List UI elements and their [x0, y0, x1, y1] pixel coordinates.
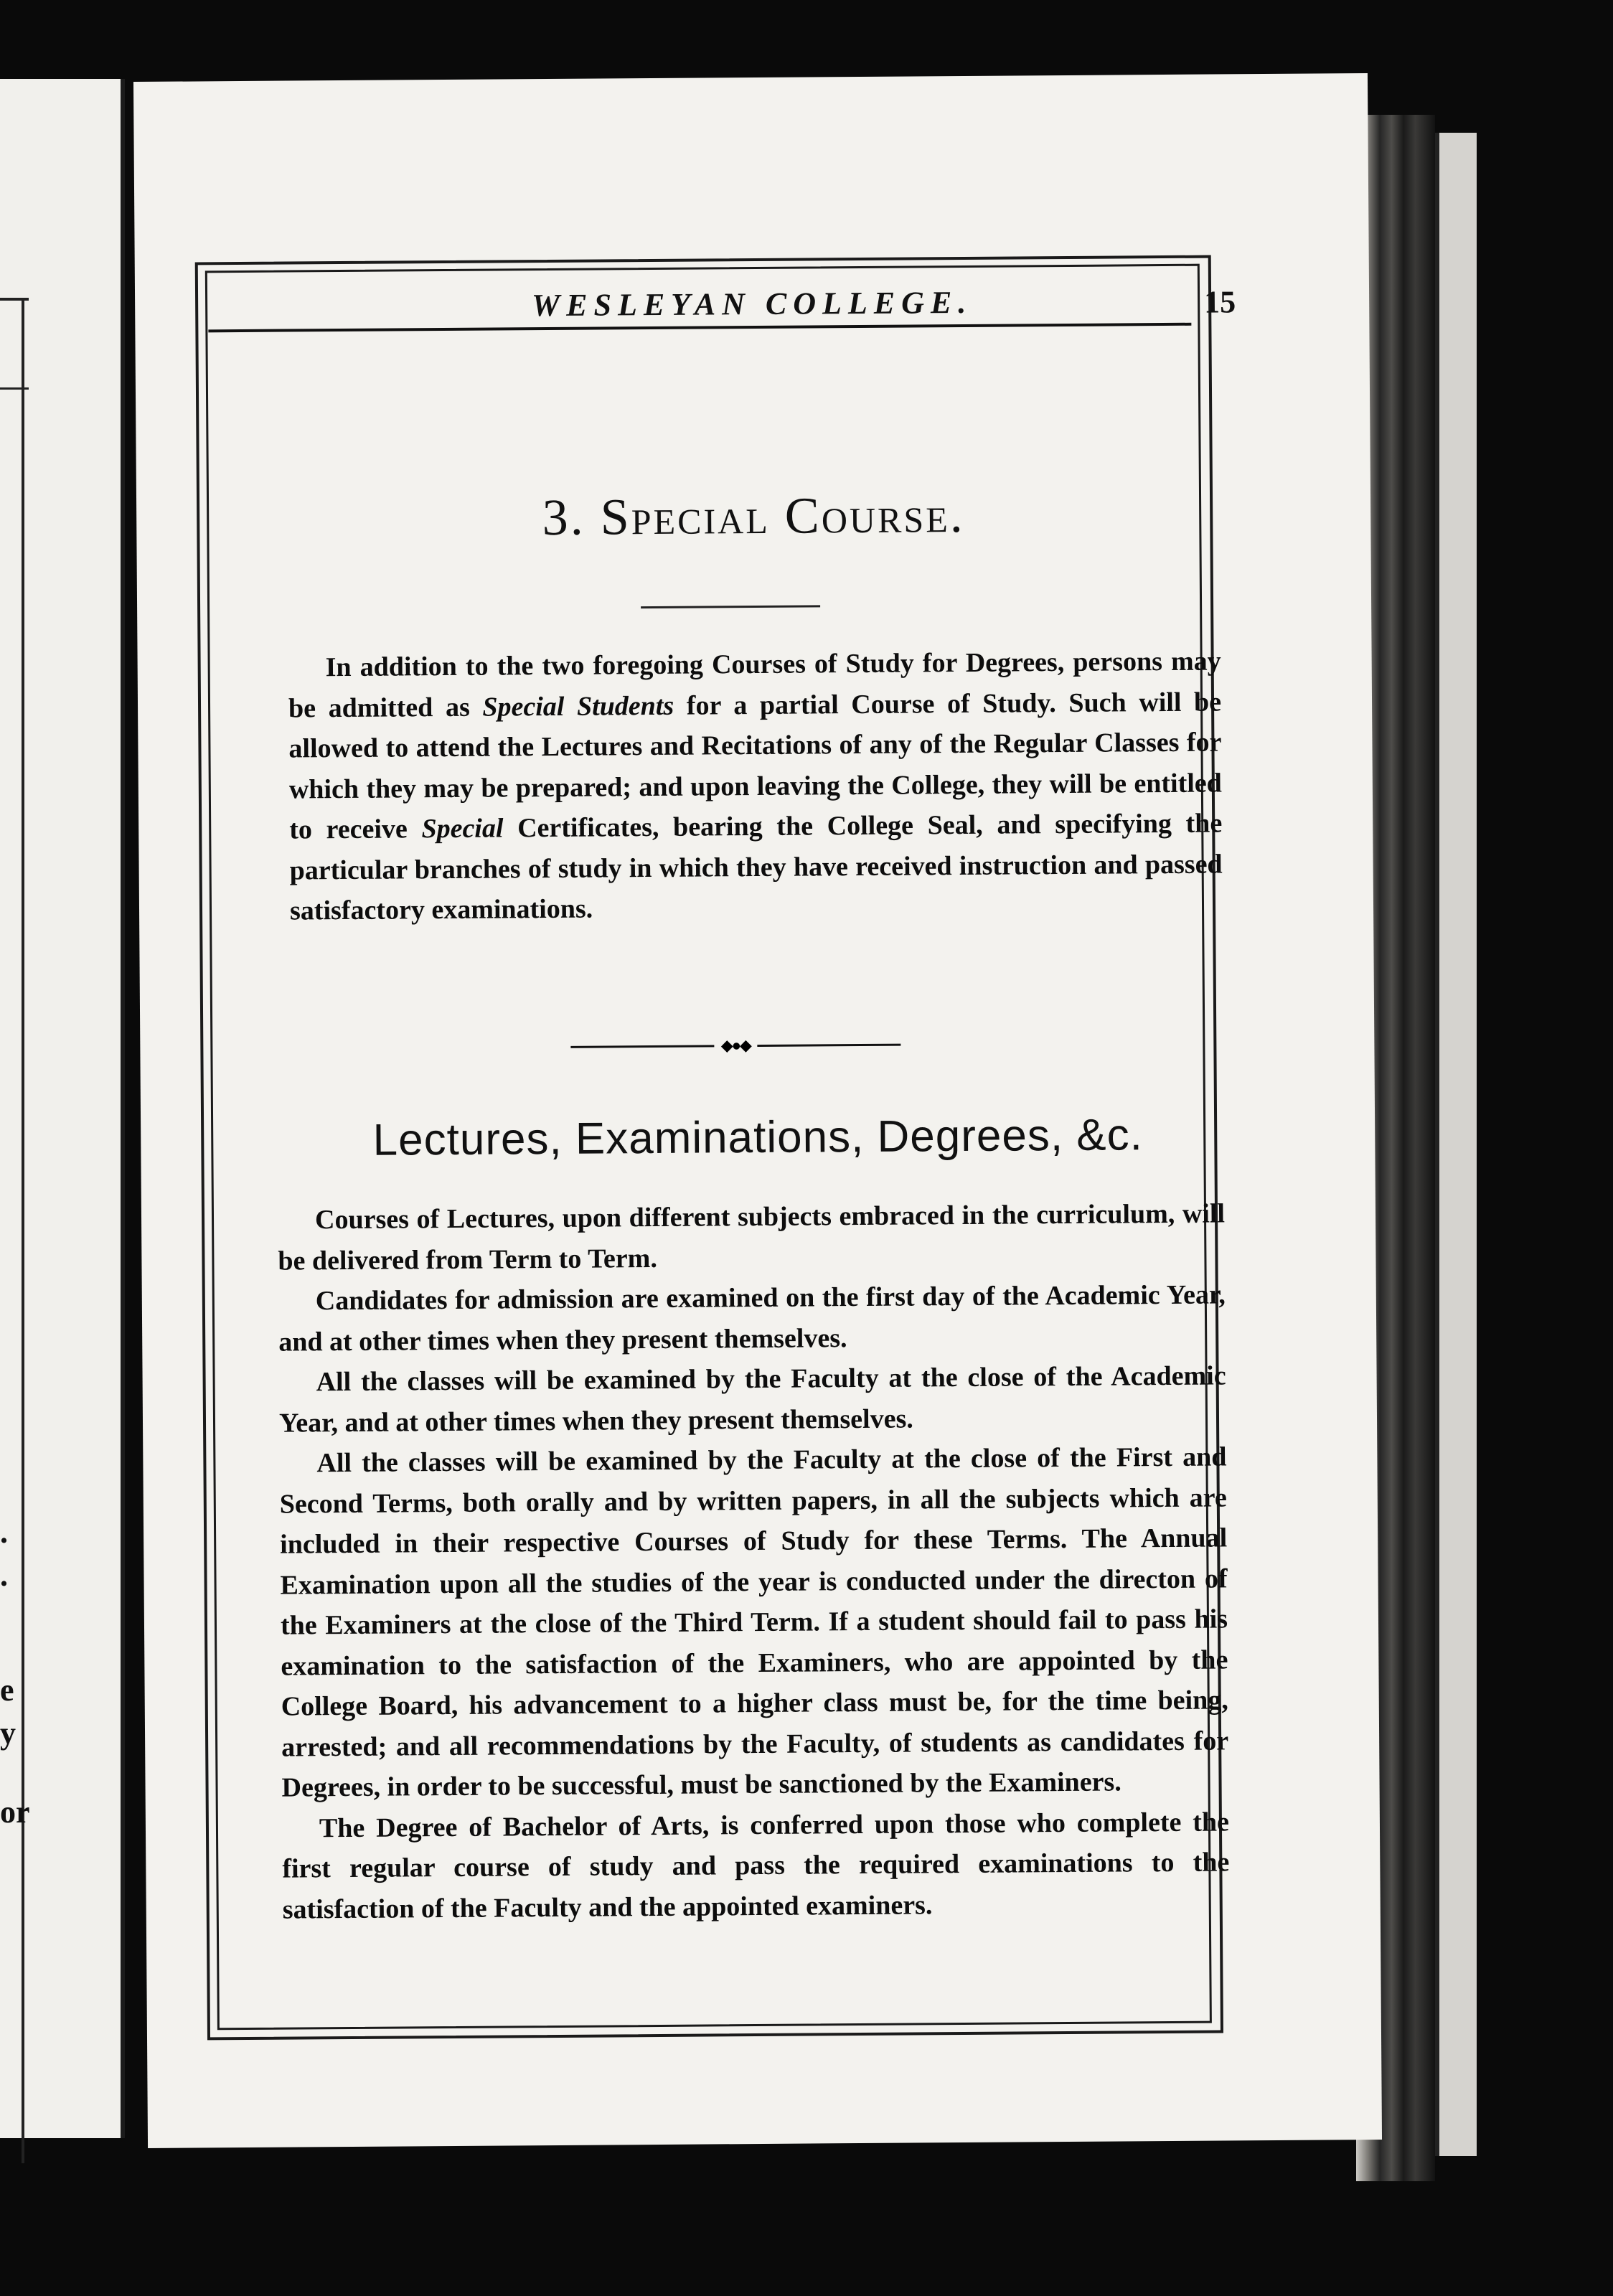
- divider-ornament-icon: ◆●◆: [720, 1036, 751, 1055]
- left-page-fragment: or: [0, 1794, 30, 1830]
- lectures-heading: Lectures, Examinations, Degrees, &c.: [372, 1110, 1144, 1165]
- special-course-paragraph: [288, 641, 1223, 931]
- paragraph-text: for a partial Course of Study. Such will be allowed to attend the Lectures and Recitations of any of the Regular Classes for which they may be prepared; and upon leaving the College, they will be entitled to receive: [288, 686, 1222, 845]
- paragraph-italic: Special Students: [482, 690, 674, 723]
- lectures-paragraph: All the classes will be examined by the Faculty at the close of the First and Second Terms, both orally and by written papers, in all the subjects which are included in their respective Courses of Study for these Terms. The Annual Examination upon all the studies of the year is conducted under the directon of the Examiners at the close of the Third Term. If a student should fail to pass his examination to the satisfaction of the Examiners, who are appointed by the College Board, his advancement to a higher class must be, for the time being, arrested; and all recommendations by the Faculty, of students as candidates for Degrees, in order to be successful, must be sanctioned by the Examiners.: [279, 1441, 1229, 1803]
- lectures-paragraph: The Degree of Bachelor of Arts, is conferred upon those who complete the first regular course of study and pass the required examinations to the satisfaction of the Faculty and the appointed examiners.: [282, 1806, 1230, 1925]
- left-page-border: [22, 298, 24, 2163]
- divider-line: [757, 1044, 900, 1047]
- section-title: 3. Special Course.: [542, 485, 965, 547]
- left-neighbor-page: [0, 79, 125, 2138]
- divider-line: [570, 1045, 714, 1048]
- lectures-paragraph: Courses of Lectures, upon different subjects embraced in the curriculum, will be delivered from Term to Term.: [278, 1198, 1226, 1276]
- page-number: 15: [1203, 284, 1236, 320]
- paragraph-text: In addition to the two foregoing Courses of Study for Degrees, persons may be admitted as: [288, 646, 1221, 724]
- ornamental-divider: [570, 1038, 900, 1054]
- running-head: WESLEYAN COLLEGE.: [531, 284, 973, 324]
- paragraph-italic: Special: [421, 813, 504, 844]
- book-back-cover: [1435, 133, 1477, 2156]
- left-page-fragment: y: [0, 1716, 16, 1751]
- paragraph-text: Certificates, bearing the College Seal, and specifying the particular branches of study in which they have received instruction and passed satisfactory examinations.: [289, 808, 1223, 926]
- left-page-fragment: .: [0, 1515, 8, 1550]
- lectures-body: [278, 1193, 1230, 1929]
- lectures-paragraph: Candidates for admission are examined on the first day of the Academic Year, and at other times when they present themselves.: [278, 1279, 1226, 1358]
- book-page: [133, 73, 1382, 2148]
- left-page-fragment: e: [0, 1672, 14, 1708]
- left-page-rule: [0, 298, 29, 301]
- left-page-rule: [0, 387, 29, 390]
- lectures-paragraph: All the classes will be examined by the Faculty at the close of the Academic Year, and at other times when they present themselves.: [278, 1360, 1226, 1439]
- left-page-fragment: .: [0, 1558, 8, 1593]
